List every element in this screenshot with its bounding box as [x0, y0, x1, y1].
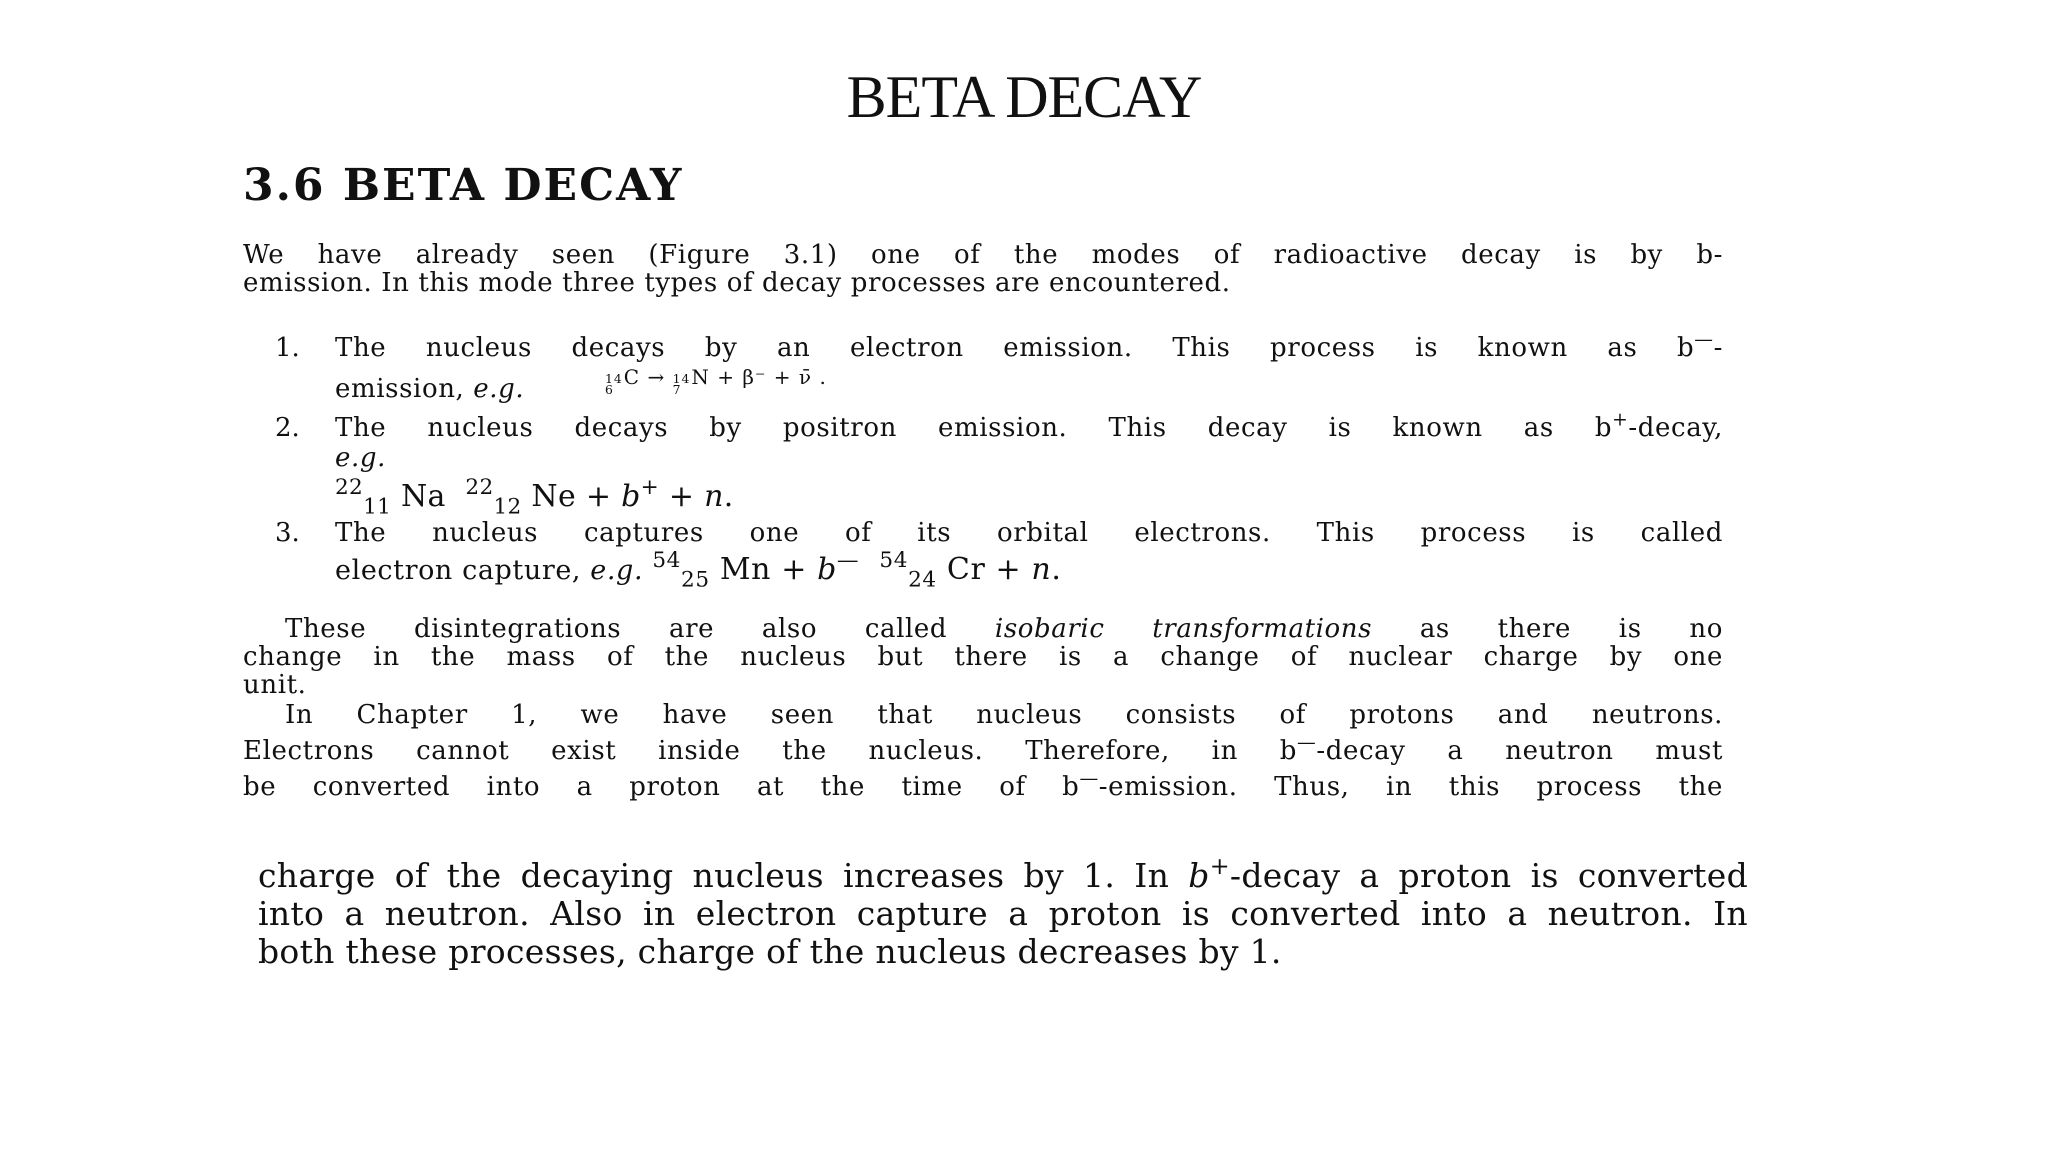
carbon-decay-equation [605, 362, 827, 395]
para1-line-1 [285, 614, 1723, 644]
list-item-3-capture: electron capture, [335, 555, 591, 586]
continuation-text-1-end: -decay a proton is converted [1229, 856, 1748, 895]
continuation-text-3: both these processes, charge of the nucleus decreases by 1. [258, 932, 1282, 971]
continuation-text-1-start: charge of the decaying nucleus increases by 1. In [258, 856, 1189, 895]
para2-text-2-sup: — [1297, 732, 1317, 754]
para2-text-2-end: -decay a neutron must [1316, 736, 1723, 766]
list-item-1-eg: e.g. [473, 374, 525, 404]
para1-start: These disintegrations are also called [285, 614, 995, 644]
carbon-equation-products: + β⁻ + ν̄ . [717, 365, 827, 389]
manganese-atomic-number: 25 [681, 567, 710, 593]
electron-symbol: b [817, 552, 837, 587]
continuation-line-1 [258, 851, 1748, 895]
list-item-1-line-1 [335, 329, 1723, 363]
nitrogen-atomic-number: 7 [672, 381, 682, 397]
list-item-2-end: -decay, [1628, 413, 1723, 443]
neon-symbol: Ne + [521, 479, 622, 514]
carbon-symbol: C [623, 365, 641, 389]
slide-title: BETA DECAY [846, 64, 1202, 130]
list-item-2-eg: e.g. [335, 443, 386, 473]
continuation-text-2: into a neutron. Also in electron capture a proton is converted into a neutron. In [258, 894, 1748, 933]
isobaric-transformations-term: isobaric transformations [994, 614, 1373, 644]
continuation-line-3 [258, 933, 1748, 971]
list-item-2-line-1 [335, 409, 1723, 443]
equation-period: . [723, 479, 734, 514]
para2-line-1 [285, 700, 1723, 730]
para2-text-2-start: Electrons cannot exist inside the nucleus. Therefore, in b [243, 736, 1298, 766]
list-item-1-text: The nucleus decays by an electron emission. This process is known as b [335, 333, 1695, 363]
neon-atomic-number: 12 [493, 494, 522, 520]
list-item-2-text: The nucleus decays by positron emission. This decay is known as b [335, 413, 1613, 443]
sodium-decay-equation [335, 475, 734, 520]
intro-text-1: We have already seen (Figure 3.1) one of the modes of radioactive decay is by b- [243, 240, 1723, 270]
neutrino-symbol: n [704, 479, 724, 514]
list-item-3-line-2 [335, 548, 1062, 593]
list-item-1-end: - [1713, 333, 1723, 363]
para1-line-3 [243, 670, 307, 700]
para2-line-3 [243, 768, 1723, 802]
intro-line-2 [243, 268, 1231, 298]
nitrogen-nuclide [673, 362, 710, 395]
list-item-1-line-2 [335, 374, 524, 404]
para2-line-2 [243, 732, 1723, 766]
sodium-symbol: Na [391, 479, 466, 514]
list-item-1-sup: — [1694, 329, 1714, 351]
list-item-3-line-1 [335, 518, 1723, 548]
continuation-b-sup: + [1209, 851, 1230, 880]
carbon-nuclide [605, 362, 640, 395]
electron-charge: — [836, 548, 860, 574]
continuation-b-symbol: b [1188, 856, 1210, 895]
section-heading: 3.6 BETA DECAY [243, 160, 684, 211]
decay-arrow: → [647, 365, 666, 389]
sodium-atomic-number: 11 [363, 494, 392, 520]
continuation-line-2 [258, 895, 1748, 933]
positron-symbol: b [621, 479, 641, 514]
neutrino-symbol-3: n [1031, 552, 1052, 587]
chromium-symbol: Cr + [936, 552, 1032, 587]
manganese-symbol: Mn + [709, 552, 818, 587]
list-item-2-line-2 [335, 443, 386, 473]
plus-sign: + [659, 479, 705, 514]
para1-line-2 [243, 642, 1723, 672]
list-item-2-sup: + [1612, 409, 1629, 431]
sodium-mass-number: 22 [335, 475, 364, 501]
list-number-2: 2. [275, 413, 300, 443]
intro-line-1 [243, 240, 1723, 270]
list-number-1: 1. [275, 333, 300, 363]
chromium-mass-number: 54 [879, 548, 909, 574]
list-item-1-emission: emission, [335, 374, 465, 404]
manganese-capture-equation [652, 548, 1062, 593]
list-item-3-eg: e.g. [590, 555, 644, 586]
positron-charge: + [640, 475, 660, 501]
para2-text-3-end: -emission. Thus, in this process the [1098, 772, 1723, 802]
para1-end: as there is no [1372, 614, 1723, 644]
para1-text-3: unit. [243, 670, 307, 700]
chromium-atomic-number: 24 [908, 567, 937, 593]
para2-text-3-sup: — [1079, 768, 1099, 790]
nitrogen-mass-number: 14 [672, 370, 691, 386]
manganese-mass-number: 54 [652, 548, 681, 574]
carbon-atomic-number: 6 [605, 381, 614, 397]
para1-text-2: change in the mass of the nucleus but there is a change of nuclear charge by one [243, 642, 1723, 672]
para2-text-3-start: be converted into a proton at the time of b [243, 772, 1080, 802]
para2-text-1: In Chapter 1, we have seen that nucleus consists of protons and neutrons. [285, 700, 1723, 730]
nitrogen-symbol: N [691, 365, 710, 389]
list-item-3-text: The nucleus captures one of its orbital electrons. This process is called [335, 518, 1723, 548]
neon-mass-number: 22 [465, 475, 494, 501]
intro-text-2: emission. In this mode three types of decay processes are encountered. [243, 268, 1231, 298]
list-number-3: 3. [275, 518, 300, 548]
equation-period-3: . [1051, 552, 1062, 587]
carbon-mass-number: 14 [605, 370, 623, 386]
